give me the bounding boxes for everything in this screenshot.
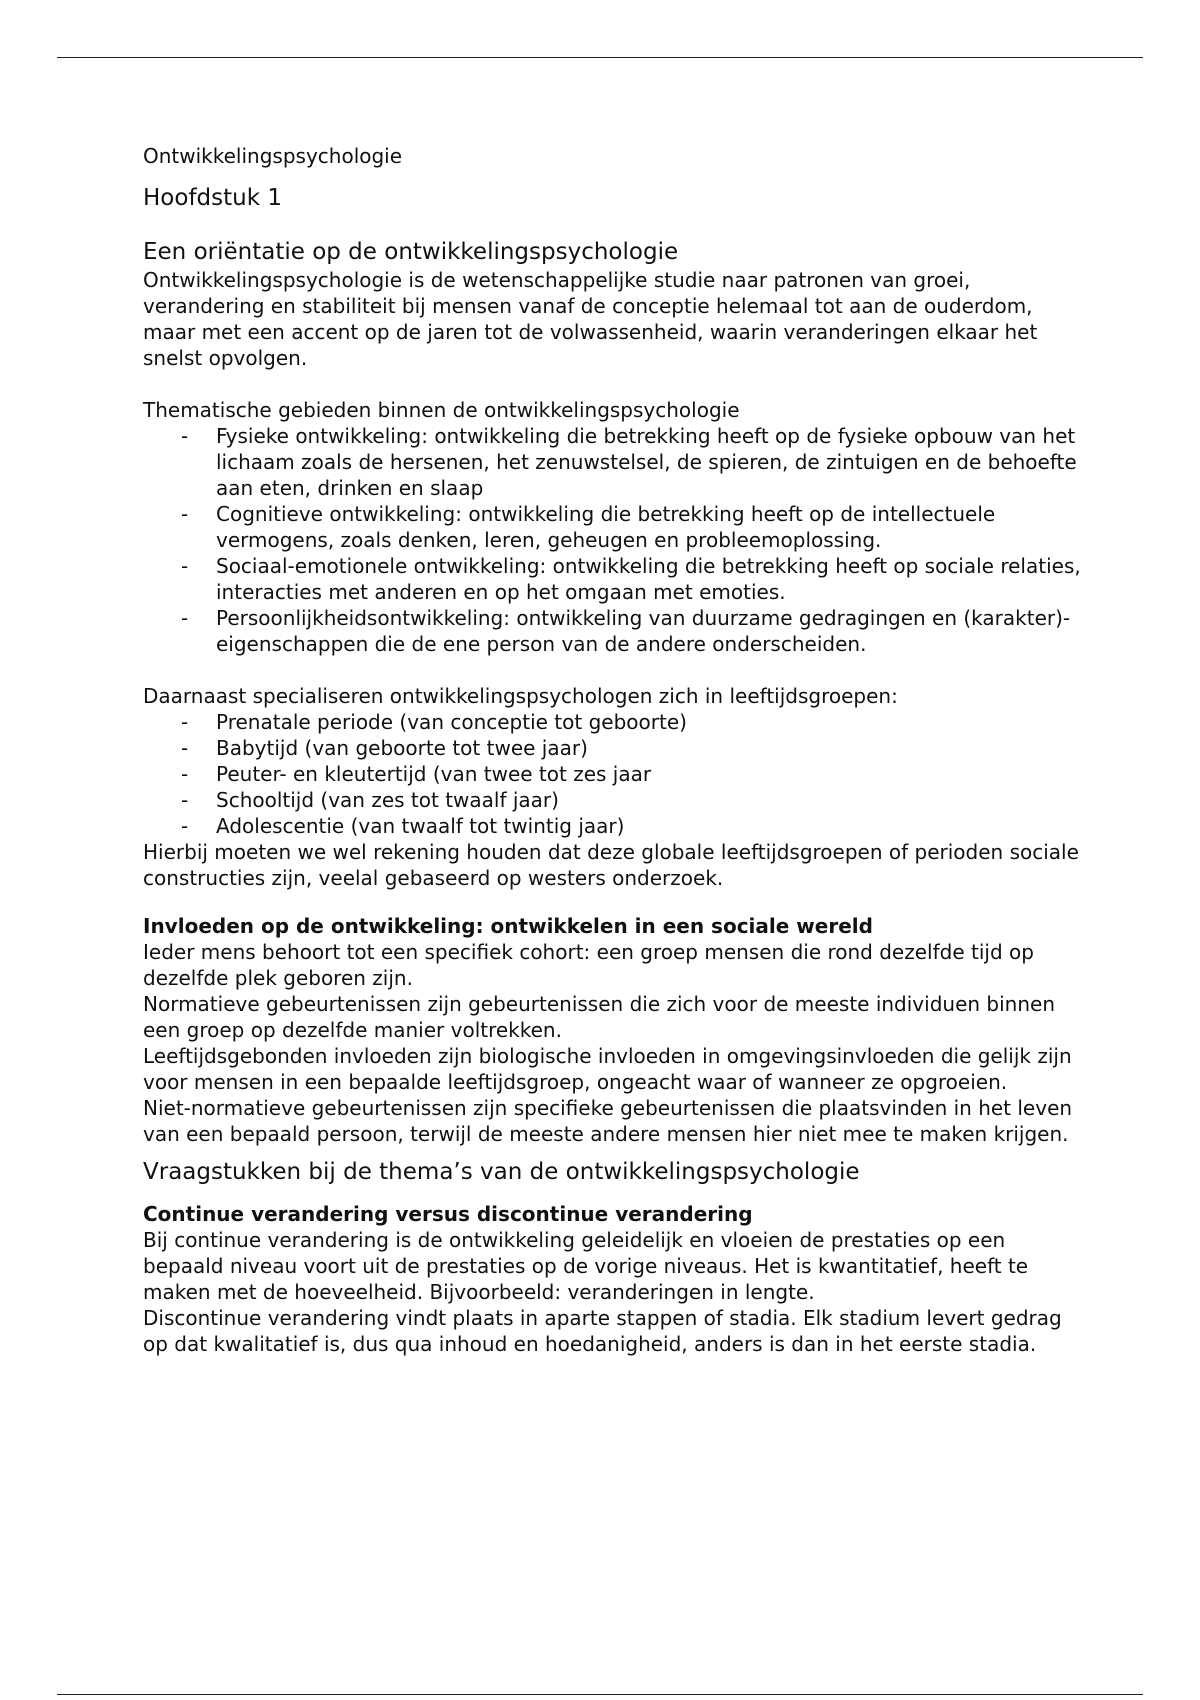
dash-bullet: - [181,788,189,812]
orientation-paragraph: Ontwikkelingspsychologie is de wetenschappelijke studie naar patronen van groei, verandering en stabiliteit bij mensen vanaf de conceptie helemaal tot aan de ouderdom, maar met een accent op de jaren tot de volwassenheid, waarin veranderingen elkaar het snelst opvolgen. [143,268,1038,370]
dash-bullet: - [181,554,189,578]
chapter-heading: Hoofdstuk 1 [143,185,282,211]
list-item: - Cognitieve ontwikkeling: ontwikkeling die betrekking heeft op de intellectuele vermogens, zoals denken, leren, geheugen en probleemoplossing. [181,502,996,552]
influences-paragraph: Normatieve gebeurtenissen zijn gebeurtenissen die zich voor de meeste individuen binnen een groep op dezelfde manier voltrekken. [143,992,1055,1042]
list-item: - Fysieke ontwikkeling: ontwikkeling die betrekking heeft op de fysieke opbouw van het lichaam zoals de hersenen, het zenuwstelsel, de spieren, de zintuigen en de behoefte aan eten, drinken en slaap [181,424,1077,500]
page-bottom-rule [57,1694,1143,1695]
dash-bullet: - [181,606,189,630]
themes-list [143,423,1083,657]
dash-bullet: - [181,502,189,526]
dash-bullet: - [181,424,189,448]
continuity-paragraph: Discontinue verandering vindt plaats in aparte stappen of stadia. Elk stadium levert gedrag op dat kwalitatief is, dus qua inhoud en hoedanigheid, anders is dan in het eerste stadia. [143,1306,1062,1356]
influences-paragraph: Niet-normatieve gebeurtenissen zijn specifieke gebeurtenissen die plaatsvinden in het leven van een bepaald persoon, terwijl de meeste andere mensen hier niet mee te maken krijgen. [143,1096,1073,1146]
influences-heading: Invloeden op de ontwikkeling: ontwikkelen in een sociale wereld [143,914,873,938]
list-item: - Persoonlijkheidsontwikkeling: ontwikkeling van duurzame gedragingen en (karakter)-eigenschappen die de ene person van de andere onderscheiden. [181,606,1071,656]
orientation-heading: Een oriëntatie op de ontwikkelingspsychologie [143,239,679,265]
age-groups-note: Hierbij moeten we wel rekening houden dat deze globale leeftijdsgroepen of perioden sociale constructies zijn, veelal gebaseerd op westers onderzoek. [143,840,1079,890]
continuity-paragraph: Bij continue verandering is de ontwikkeling geleidelijk en vloeien de prestaties op een bepaald niveau voort uit de prestaties op de vorige niveaus. Het is kwantitatief, heeft te maken met de hoeveelheid. Bijvoorbeeld: veranderingen in lengte. [143,1228,1029,1304]
questions-heading: Vraagstukken bij de thema’s van de ontwikkelingspsychologie [143,1159,860,1185]
list-item: - Adolescentie (van twaalf tot twintig jaar) [181,814,625,838]
list-item: - Babytijd (van geboorte tot twee jaar) [181,736,588,760]
continuity-heading: Continue verandering versus discontinue verandering [143,1202,753,1226]
influences-paragraph: Ieder mens behoort tot een specifiek cohort: een groep mensen die rond dezelfde tijd op dezelfde plek geboren zijn. [143,940,1034,990]
age-groups-list [143,709,1083,839]
document-body [143,143,1083,1357]
dash-bullet: - [181,736,189,760]
themes-intro: Thematische gebieden binnen de ontwikkelingspsychologie [143,398,740,422]
influences-paragraph: Leeftijdsgebonden invloeden zijn biologische invloeden in omgevingsinvloeden die gelijk zijn voor mensen in een bepaalde leeftijdsgroep, ongeacht waar of wanneer ze opgroeien. [143,1044,1072,1094]
age-groups-intro: Daarnaast specialiseren ontwikkelingspsychologen zich in leeftijdsgroepen: [143,684,898,708]
list-item: - Schooltijd (van zes tot twaalf jaar) [181,788,559,812]
list-item: - Sociaal-emotionele ontwikkeling: ontwikkeling die betrekking heeft op sociale relaties, interacties met anderen en op het omgaan met emoties. [181,554,1081,604]
page-top-rule [57,57,1143,58]
dash-bullet: - [181,710,189,734]
dash-bullet: - [181,762,189,786]
dash-bullet: - [181,814,189,838]
list-item: - Peuter- en kleutertijd (van twee tot zes jaar [181,762,652,786]
list-item: - Prenatale periode (van conceptie tot geboorte) [181,710,687,734]
document-title: Ontwikkelingspsychologie [143,144,403,168]
